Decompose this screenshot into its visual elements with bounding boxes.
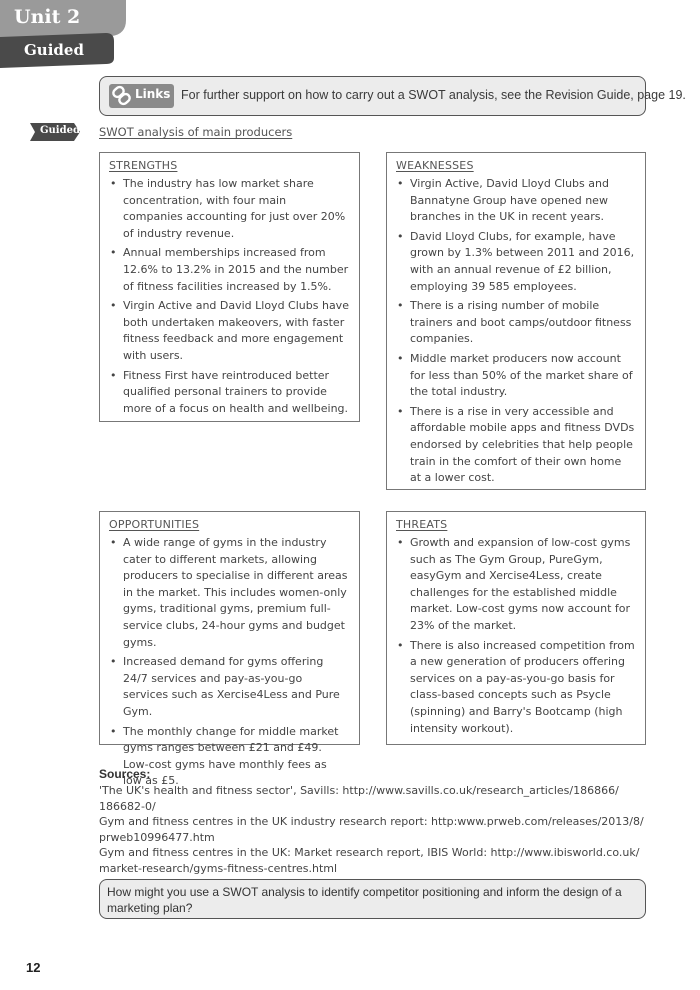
links-box [99, 76, 686, 116]
list-item: • Growth and expansion of low-cost gyms such as The Gym Group, PureGym, easyGym and Xercise4Less, create challenges for the established middle market. Low-cost gyms now account for 23% of the market. [396, 535, 635, 635]
list-item: • Middle market producers now account for less than 50% of the market share of the total industry. [396, 351, 635, 401]
guided-label: Guided [24, 41, 84, 59]
page-number: 12 [26, 960, 41, 975]
source-line: 'The UK's health and fitness sector', Savills: http://www.savills.co.uk/research_articles/186866/ [99, 784, 619, 797]
list-item: • Fitness First have reintroduced better qualified personal trainers to provide more of a focus on health and wellbeing. [109, 368, 349, 418]
strengths-list [109, 176, 349, 417]
unit-tab [0, 0, 126, 68]
weaknesses-box [386, 152, 646, 490]
guided-badge-label: Guided [40, 125, 80, 136]
opportunities-list [109, 535, 349, 790]
sources-section [99, 767, 644, 876]
list-item: • The monthly change for middle market gyms ranges between £21 and £49. Low-cost gyms have monthly fees as low as £5. [109, 724, 349, 790]
list-item: • There is a rising number of mobile trainers and boot camps/outdoor fitness companies. [396, 298, 635, 348]
list-item: • Virgin Active and David Lloyd Clubs have both undertaken makeovers, with faster fitness feedback and more engagement with users. [109, 298, 349, 364]
guided-badge [30, 123, 80, 141]
list-item: • Increased demand for gyms offering 24/7 services and pay-as-you-go services such as Xercise4Less and Pure Gym. [109, 654, 349, 720]
list-item: • The industry has low market share concentration, with four main companies accounting for just over 20% of industry revenue. [109, 176, 349, 242]
threats-box [386, 511, 646, 745]
weaknesses-list [396, 176, 635, 487]
list-item: • There is also increased competition from a new generation of producers offering services on a pay-as-you-go basis for class-based concepts such as Psycle (spinning) and Barry's Bootcamp (high intensity workout). [396, 638, 635, 738]
source-line: Gym and fitness centres in the UK industry research report: http:www.prweb.com/releases/2013/8/ [99, 815, 644, 828]
question-box [99, 879, 646, 919]
strengths-box [99, 152, 360, 422]
weaknesses-heading: WEAKNESSES [396, 159, 474, 172]
section-title: SWOT analysis of main producers [99, 125, 293, 139]
source-line: prweb10996477.htm [99, 830, 215, 844]
chain-link-icon [110, 85, 134, 107]
links-badge [109, 84, 174, 108]
threats-heading: THREATS [396, 518, 448, 531]
source-line: Gym and fitness centres in the UK: Market research report, IBIS World: http://www.ibisworld.co.uk/ [99, 846, 640, 859]
threats-list [396, 535, 635, 737]
links-badge-label: Links [135, 87, 171, 101]
source-line: 186682-0/ [99, 799, 156, 813]
strengths-heading: STRENGTHS [109, 159, 178, 172]
list-item: • Annual memberships increased from 12.6% to 13.2% in 2015 and the number of fitness facilities increased by 1.5%. [109, 245, 349, 295]
opportunities-heading: OPPORTUNITIES [109, 518, 200, 531]
list-item: • A wide range of gyms in the industry cater to different markets, allowing producers to specialise in different areas in the market. This includes women-only gyms, traditional gyms, premium full-service clubs, 24-hour gyms and budget gyms. [109, 535, 349, 651]
list-item: • Virgin Active, David Lloyd Clubs and Bannatyne Group have opened new branches in the UK in recent years. [396, 176, 635, 226]
links-text: For further support on how to carry out a SWOT analysis, see the Revision Guide, page 19. [181, 88, 686, 102]
source-line: market-research/gyms-fitness-centres.html [99, 861, 338, 875]
sources-heading: Sources: [99, 767, 151, 781]
question-text: How might you use a SWOT analysis to identify competitor positioning and inform the design of a marketing plan? [107, 885, 622, 915]
unit-label: Unit 2 [14, 6, 81, 28]
list-item: • David Lloyd Clubs, for example, have grown by 1.3% between 2011 and 2016, with an annual revenue of £2 billion, employing 39 585 employees. [396, 229, 635, 295]
list-item: • There is a rise in very accessible and affordable mobile apps and fitness DVDs endorsed by celebrities that help people train in the comfort of their own home at a lower cost. [396, 404, 635, 487]
